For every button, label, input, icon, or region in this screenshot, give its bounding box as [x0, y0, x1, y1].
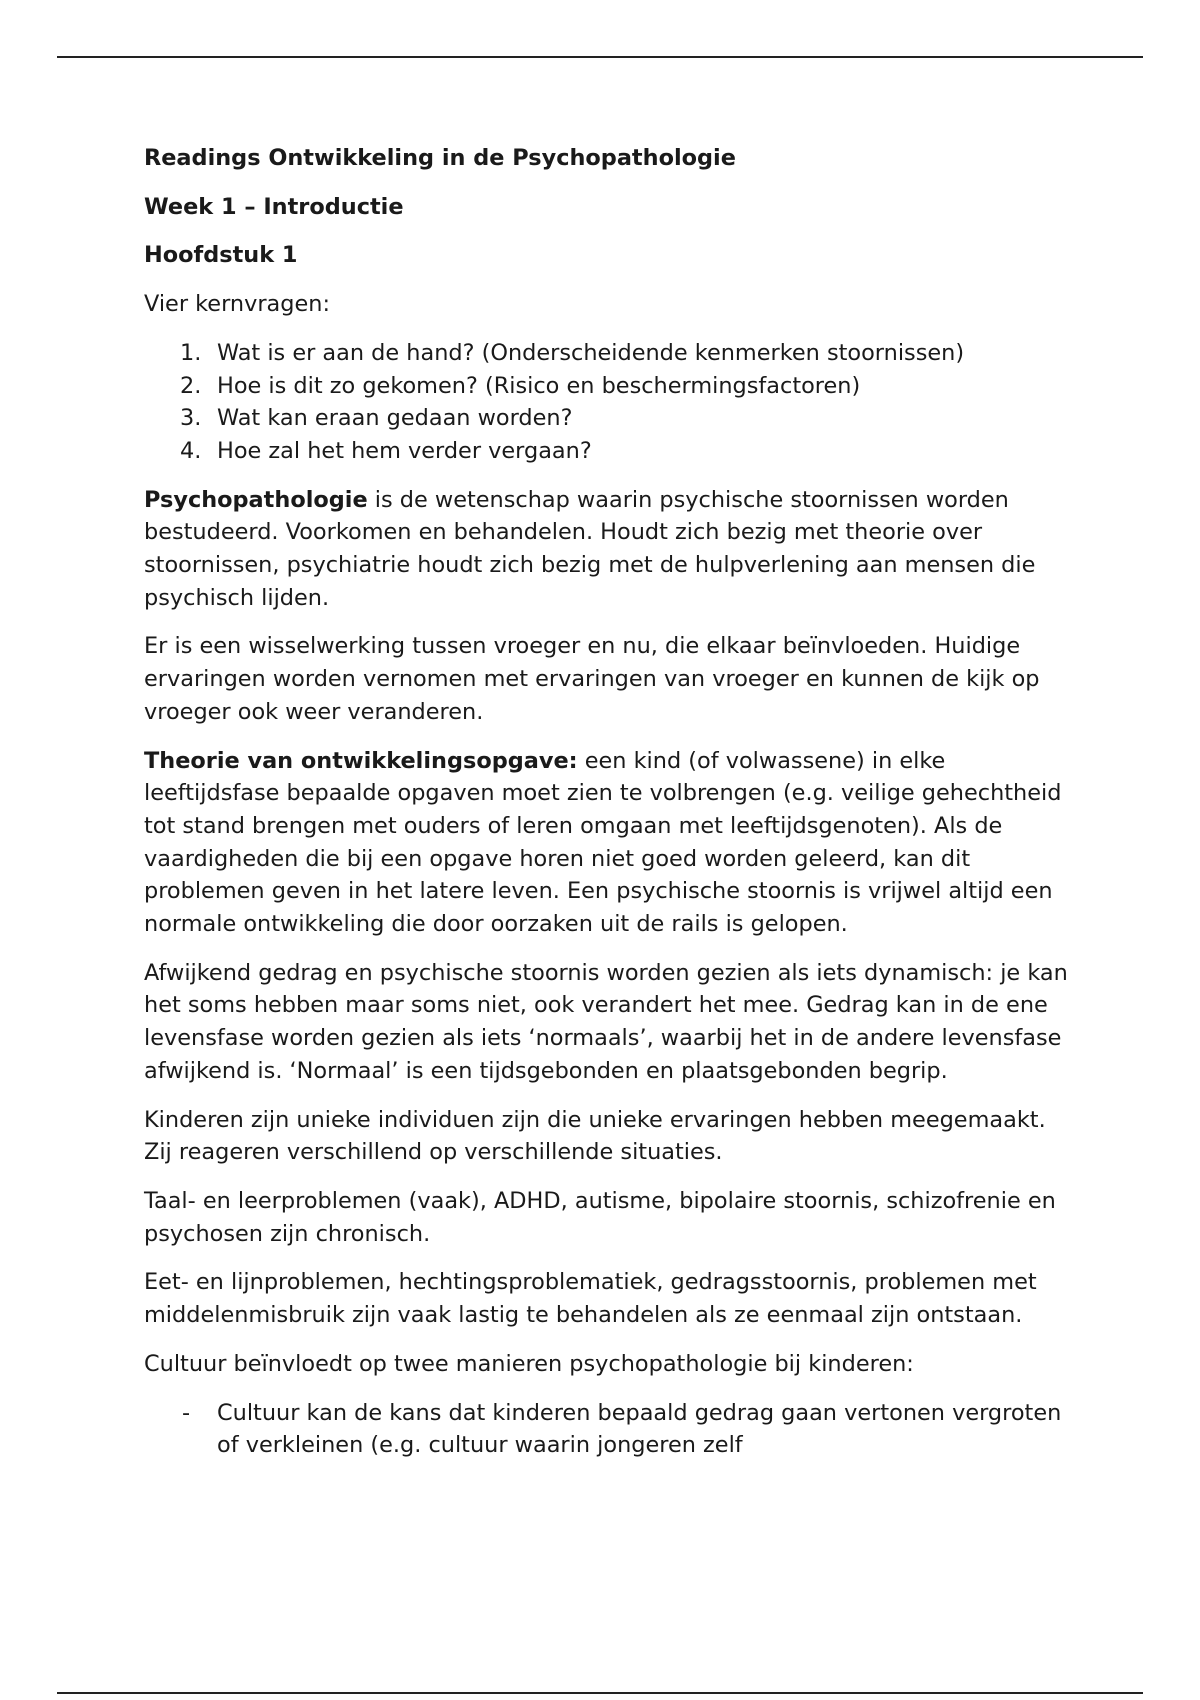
list-item: [144, 1397, 1069, 1462]
psychopathologie-paragraph: [144, 484, 1069, 615]
term-theorie: Theorie van ontwikkelingsopgave:: [144, 747, 578, 774]
list-number: 2.: [180, 372, 202, 399]
list-number: 1.: [180, 339, 202, 366]
theorie-paragraph: [144, 745, 1069, 941]
term-psychopathologie: Psychopathologie: [144, 486, 368, 513]
list-item-text: Cultuur kan de kans dat kinderen bepaald gedrag gaan vertonen vergroten of verkleinen (e.g. cultuur waarin jongeren zelf: [217, 1399, 1062, 1459]
week-heading: Week 1 – Introductie: [144, 193, 404, 220]
list-item-text: Hoe is dit zo gekomen? (Risico en beschermingsfactoren): [217, 372, 861, 399]
footer-rule: [57, 1692, 1143, 1694]
list-item: [144, 337, 1069, 370]
core-questions-list: [144, 337, 1069, 468]
list-number: 4.: [180, 437, 202, 464]
list-item: [144, 402, 1069, 435]
list-item: [144, 370, 1069, 403]
chronisch-paragraph: Taal- en leerproblemen (vaak), ADHD, autisme, bipolaire stoornis, schizofrenie en psychosen zijn chronisch.: [144, 1187, 1056, 1247]
cultuur-bullet-list: [144, 1397, 1069, 1462]
list-item-text: Wat is er aan de hand? (Onderscheidende kenmerken stoornissen): [217, 339, 965, 366]
header-rule: [57, 56, 1143, 58]
list-item-text: Hoe zal het hem verder vergaan?: [217, 437, 592, 464]
document-title: Readings Ontwikkeling in de Psychopathologie: [144, 145, 736, 171]
dash-marker: -: [182, 1399, 191, 1426]
kinderen-paragraph: Kinderen zijn unieke individuen zijn die unieke ervaringen hebben meegemaakt. Zij reageren verschillend op verschillende situaties.: [144, 1106, 1046, 1166]
eet-paragraph: Eet- en lijnproblemen, hechtingsproblematiek, gedragsstoornis, problemen met middelenmisbruik zijn vaak lastig te behandelen als ze eenmaal zijn ontstaan.: [144, 1269, 1037, 1329]
paragraph-text: is de wetenschap waarin psychische stoornissen worden bestudeerd. Voorkomen en behandelen. Houdt zich bezig met theorie over stoornissen, psychiatrie houdt zich bezig met de hulpverlening aan mensen die psychisch lijden.: [144, 486, 1036, 611]
list-number: 3.: [180, 405, 202, 432]
wisselwerking-paragraph: Er is een wisselwerking tussen vroeger en nu, die elkaar beïnvloeden. Huidige ervaringen worden vernomen met ervaringen van vroeger en kunnen de kijk op vroeger ook weer veranderen.: [144, 633, 1040, 725]
list-item: [144, 435, 1069, 468]
paragraph-text: een kind (of volwassene) in elke leeftijdsfase bepaalde opgaven moet zien te volbrengen (e.g. veilige gehechtheid tot stand brengen met ouders of leren omgaan met leeftijdsgenoten). Als de vaardigheden die bij een opgave horen niet goed worden geleerd, kan dit problemen geven in het latere leven. Een psychische stoornis is vrijwel altijd een normale ontwikkeling die door oorzaken uit de rails is gelopen.: [144, 747, 1062, 938]
chapter-heading: Hoofdstuk 1: [144, 242, 298, 269]
document-body: [144, 142, 1069, 1462]
list-item-text: Wat kan eraan gedaan worden?: [217, 405, 573, 432]
cultuur-paragraph: Cultuur beïnvloedt op twee manieren psychopathologie bij kinderen:: [144, 1350, 914, 1377]
afwijkend-paragraph: Afwijkend gedrag en psychische stoornis worden gezien als iets dynamisch: je kan het soms hebben maar soms niet, ook verandert het mee. Gedrag kan in de ene levensfase worden gezien als iets ‘normaals’, waarbij het in de andere levensfase afwijkend is. ‘Normaal’ is een tijdsgebonden en plaatsgebonden begrip.: [144, 959, 1068, 1084]
intro-paragraph: Vier kernvragen:: [144, 291, 330, 318]
